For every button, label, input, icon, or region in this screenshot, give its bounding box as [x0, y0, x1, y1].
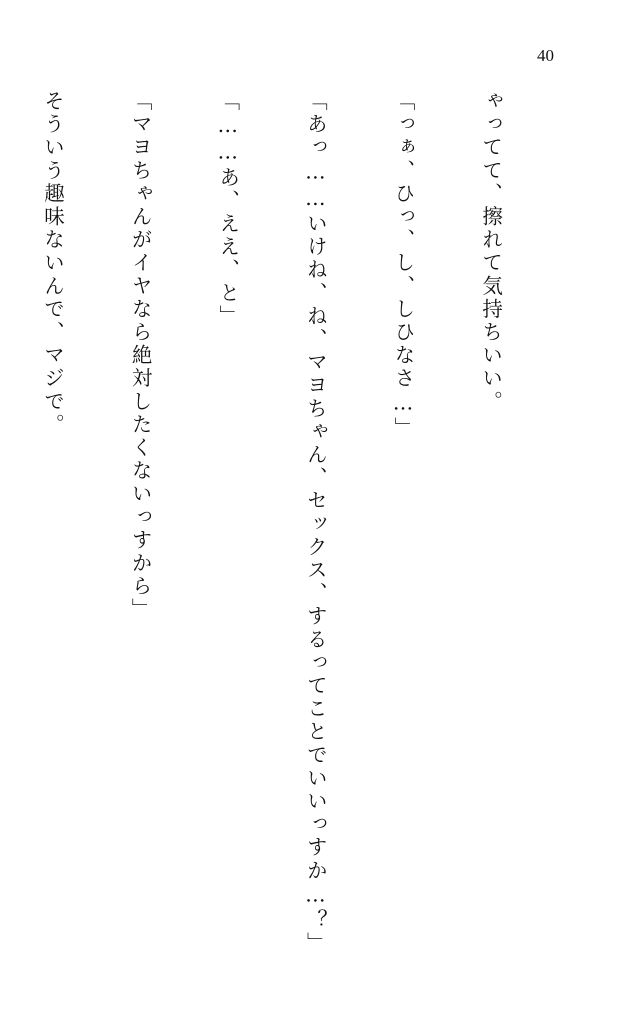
text-line: 「っぁ、ひっ、し、しひなさ…」 [390, 90, 415, 440]
body-text [0, 90, 563, 956]
page-number: 40 [537, 46, 554, 65]
text-line: 「マヨちゃんがイヤなら絶対したくないっすから」 [128, 90, 153, 622]
text-line: 「あっ……いけね、ね、マヨちゃん、セックス、するってことでいいっすか…？」 [303, 90, 328, 956]
text-line: ゃってて、擦れて気持ちいい。 [478, 90, 503, 414]
text-line: 「……あ、ええ、と」 [215, 90, 240, 328]
text-line: そういう趣味ないんで、マジで。 [40, 90, 65, 437]
